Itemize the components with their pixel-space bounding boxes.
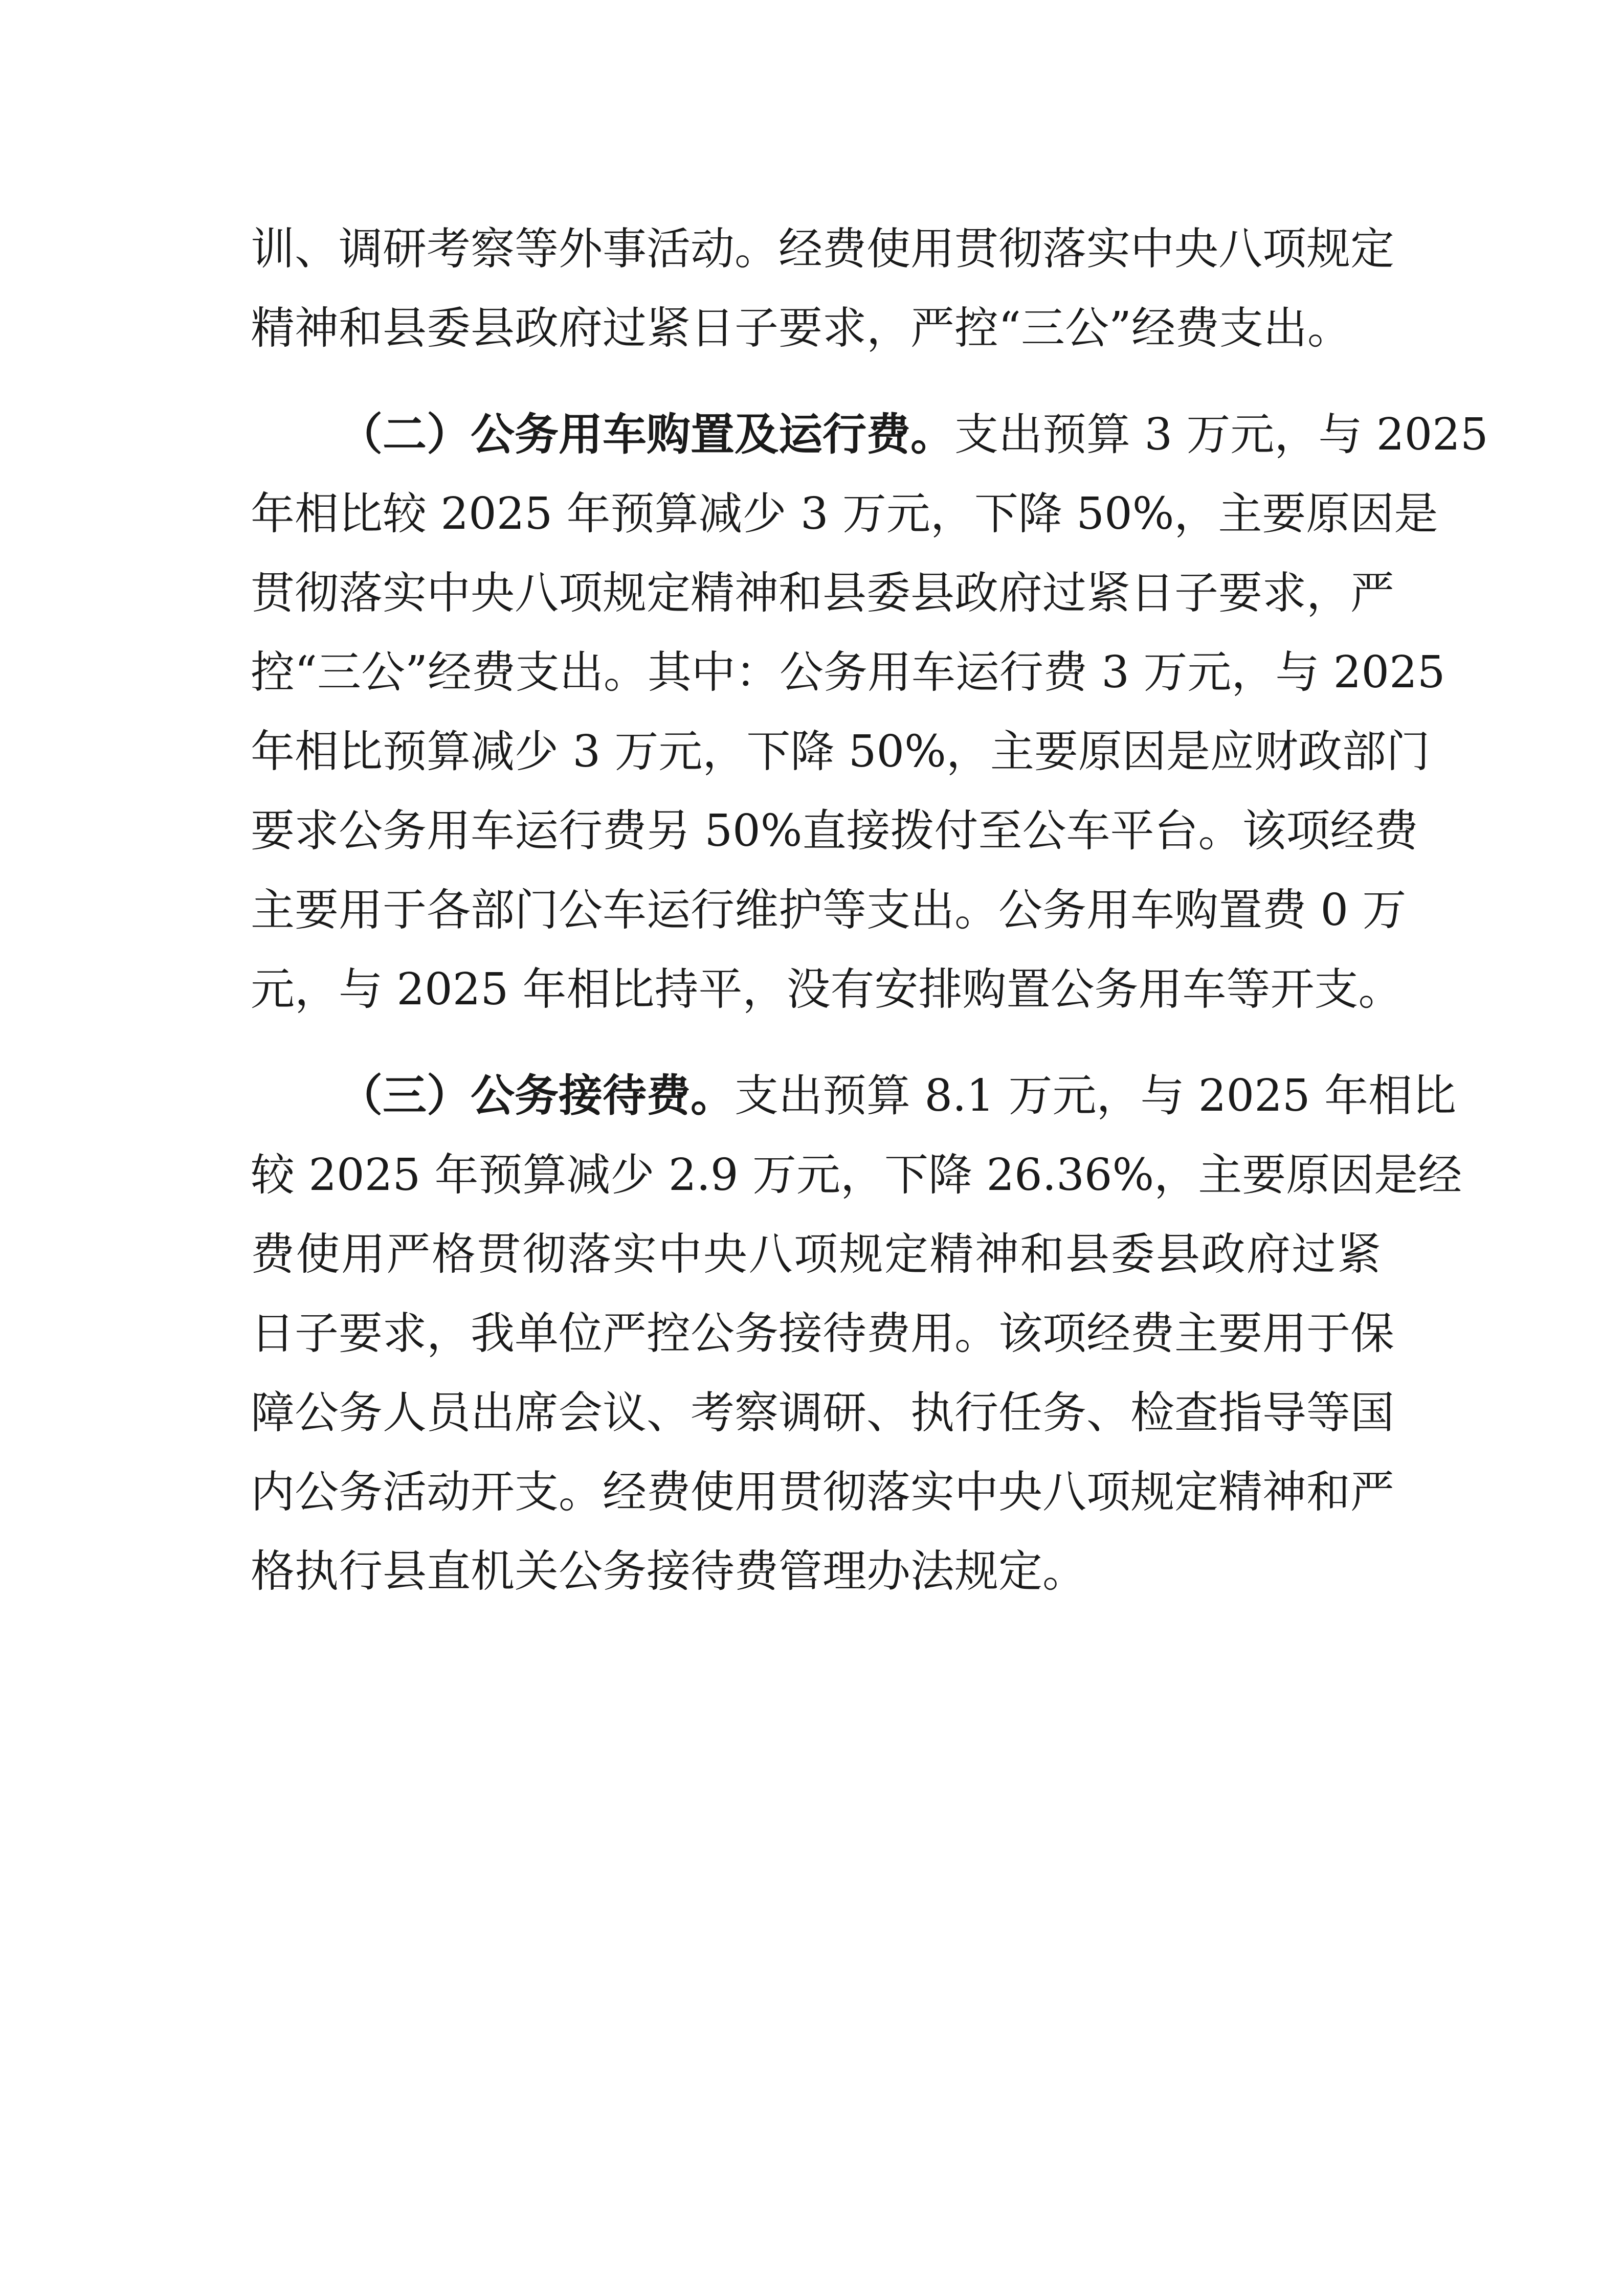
paragraph-line: 费使用严格贯彻落实中央八项规定精神和县委县政府过紧 bbox=[251, 1229, 1381, 1280]
paragraph-line: 元，与 2025 年相比持平，没有安排购置公务用车等开支。 bbox=[251, 964, 1403, 1015]
section-heading: （三）公务接待费。 bbox=[339, 1070, 735, 1121]
paragraph-line: 内公务活动开支。经费使用贯彻落实中央八项规定精神和严 bbox=[251, 1467, 1394, 1518]
paragraph-line: 控“三公”经费支出。其中：公务用车运行费 3 万元，与 2025 bbox=[251, 647, 1445, 698]
paragraph-first-line bbox=[339, 1068, 1456, 1124]
section-heading: （二）公务用车购置及运行费。 bbox=[339, 409, 954, 460]
paragraph-line: 格执行县直机关公务接待费管理办法规定。 bbox=[251, 1546, 1086, 1597]
paragraph-line: 训、调研考察等外事活动。经费使用贯彻落实中央八项规定 bbox=[251, 223, 1394, 275]
paragraph-text: 支出预算 8.1 万元，与 2025 年相比 bbox=[735, 1070, 1456, 1121]
paragraph-line: 精神和县委县政府过紧日子要求，严控“三公”经费支出。 bbox=[251, 303, 1351, 354]
paragraph-line: 主要用于各部门公车运行维护等支出。公务用车购置费 0 万 bbox=[251, 885, 1407, 936]
paragraph-line: 要求公务用车运行费另 50%直接拨付至公车平台。该项经费 bbox=[251, 805, 1418, 857]
paragraph-line: 障公务人员出席会议、考察调研、执行任务、检查指导等国 bbox=[251, 1387, 1394, 1438]
paragraph-line: 贯彻落实中央八项规定精神和县委县政府过紧日子要求，严 bbox=[251, 568, 1394, 619]
paragraph-line: 日子要求，我单位严控公务接待费用。该项经费主要用于保 bbox=[251, 1308, 1394, 1359]
paragraph-first-line bbox=[339, 407, 1488, 463]
paragraph-line: 年相比较 2025 年预算减少 3 万元，下降 50%，主要原因是 bbox=[251, 488, 1438, 539]
paragraph-line: 较 2025 年预算减少 2.9 万元，下降 26.36%，主要原因是经 bbox=[251, 1150, 1462, 1201]
paragraph-line: 年相比预算减少 3 万元，下降 50%，主要原因是应财政部门 bbox=[251, 726, 1430, 777]
paragraph-text: 支出预算 3 万元，与 2025 bbox=[954, 409, 1488, 460]
